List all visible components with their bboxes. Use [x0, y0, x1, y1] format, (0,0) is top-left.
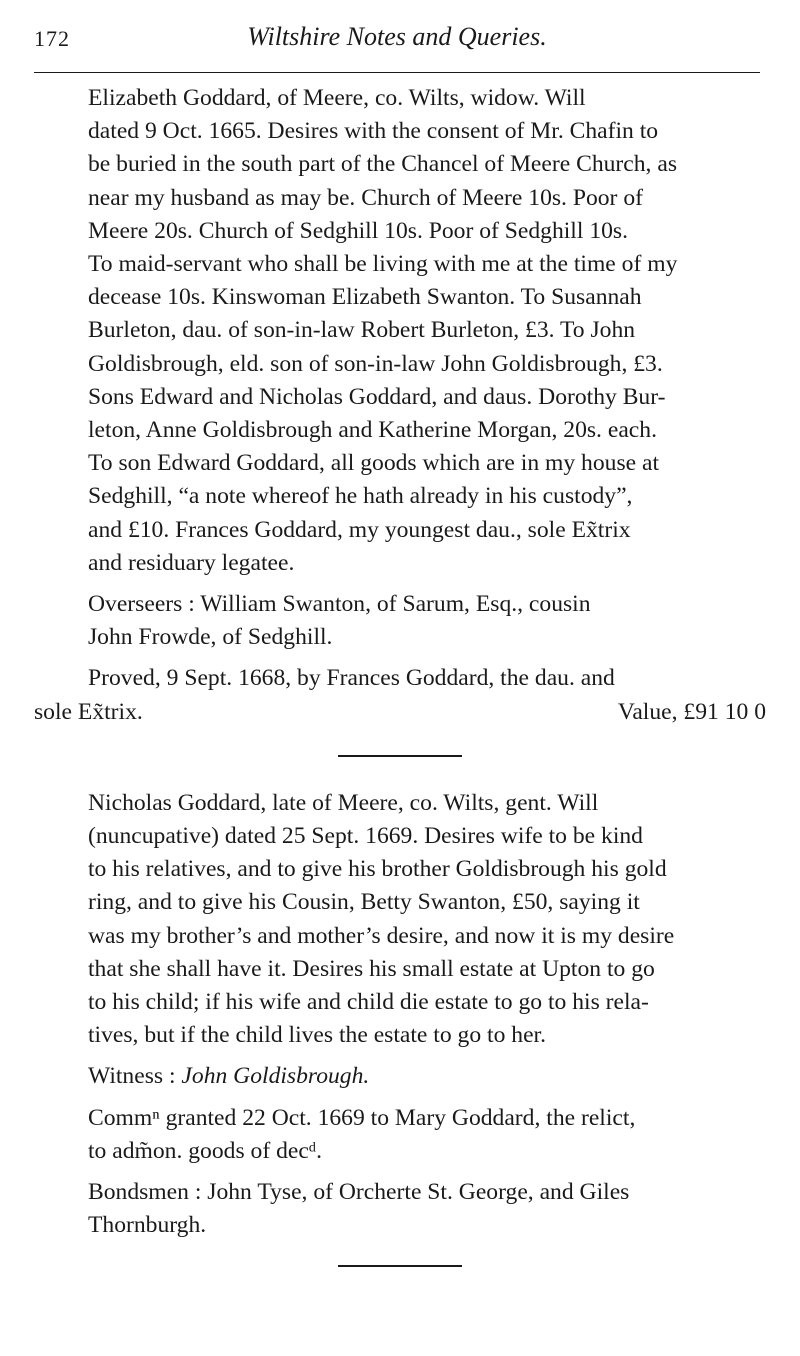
text-line: To maid-servant who shall be living with me at the time of my	[88, 251, 678, 278]
text-line: John Frowde, of Sedghill.	[88, 624, 333, 651]
body-text	[34, 82, 766, 1297]
text-line: Nicholas Goddard, late of Meere, co. Wilts, gent. Will	[88, 789, 599, 816]
proved-end: sole Ex̃trix.	[34, 698, 143, 725]
section-divider	[338, 755, 462, 757]
text-line: Commⁿ granted 22 Oct. 1669 to Mary Goddard, the relict,	[88, 1104, 636, 1131]
text-line: ring, and to give his Cousin, Betty Swanton, £50, saying it	[88, 889, 640, 916]
text-line: Bondsmen : John Tyse, of Orcherte St. George, and Giles	[88, 1179, 630, 1206]
section-divider	[338, 1265, 462, 1267]
text-line: and £10. Frances Goddard, my youngest dau., sole Ex̃trix	[88, 516, 631, 543]
text-line: was my brother’s and mother’s desire, and now it is my desire	[88, 922, 675, 949]
text-line: To son Edward Goddard, all goods which are in my house at	[88, 450, 660, 477]
overseers-paragraph	[34, 588, 766, 654]
text-line: decease 10s. Kinswoman Elizabeth Swanton. To Susannah	[88, 284, 642, 311]
proved-last-line	[0, 696, 766, 729]
text-line: to adm̃on. goods of decᵈ.	[88, 1137, 323, 1164]
text-line: to his relatives, and to give his brother Goldisbrough his gold	[88, 856, 667, 883]
header-rule	[34, 72, 760, 73]
text-line: and residuary legatee.	[88, 549, 295, 576]
text-line: (nuncupative) dated 25 Sept. 1669. Desires wife to be kind	[88, 823, 643, 850]
text-line: Thornburgh.	[88, 1212, 207, 1239]
commission-paragraph	[34, 1102, 766, 1168]
proved-paragraph	[34, 662, 766, 728]
text-line: Meere 20s. Church of Sedghill 10s. Poor of Sedghill 10s.	[88, 217, 628, 244]
text-line: Overseers : William Swanton, of Sarum, Esq., cousin	[88, 591, 591, 618]
text-line: Sedghill, “a note whereof he hath already in his custody”,	[88, 483, 633, 510]
entry-nicholas-goddard	[34, 787, 766, 1053]
text-line: to his child; if his wife and child die estate to go to his rela-	[88, 989, 649, 1016]
text-line: be buried in the south part of the Chancel of Meere Church, as	[88, 151, 678, 178]
entry-elizabeth-goddard	[34, 82, 766, 580]
text-line: tives, but if the child lives the estate to go to her.	[88, 1022, 547, 1049]
page-number: 172	[34, 26, 70, 51]
running-head	[34, 22, 760, 62]
text-line: Goldisbrough, eld. son of son-in-law John Goldisbrough, £3.	[88, 350, 663, 377]
estate-value: Value, £91 10 0	[617, 698, 766, 725]
text-line: near my husband as may be. Church of Meere 10s. Poor of	[88, 184, 643, 211]
text-line: Burleton, dau. of son-in-law Robert Burleton, £3. To John	[88, 317, 636, 344]
text-line: leton, Anne Goldisbrough and Katherine Morgan, 20s. each.	[88, 417, 657, 444]
witness-name: John Goldisbrough.	[181, 1063, 370, 1090]
text-line: Proved, 9 Sept. 1668, by Frances Goddard, the dau. and	[88, 665, 615, 692]
witness-label: Witness :	[88, 1063, 182, 1090]
text-line: dated 9 Oct. 1665. Desires with the consent of Mr. Chafin to	[88, 118, 659, 145]
journal-title: Wiltshire Notes and Queries.	[247, 22, 547, 51]
witness-paragraph	[34, 1060, 766, 1093]
text-line: that she shall have it. Desires his small estate at Upton to go	[88, 955, 655, 982]
text-line: Sons Edward and Nicholas Goddard, and daus. Dorothy Bur-	[88, 383, 666, 410]
bondsmen-paragraph	[34, 1176, 766, 1242]
text-line: Elizabeth Goddard, of Meere, co. Wilts, widow. Will	[88, 85, 586, 111]
